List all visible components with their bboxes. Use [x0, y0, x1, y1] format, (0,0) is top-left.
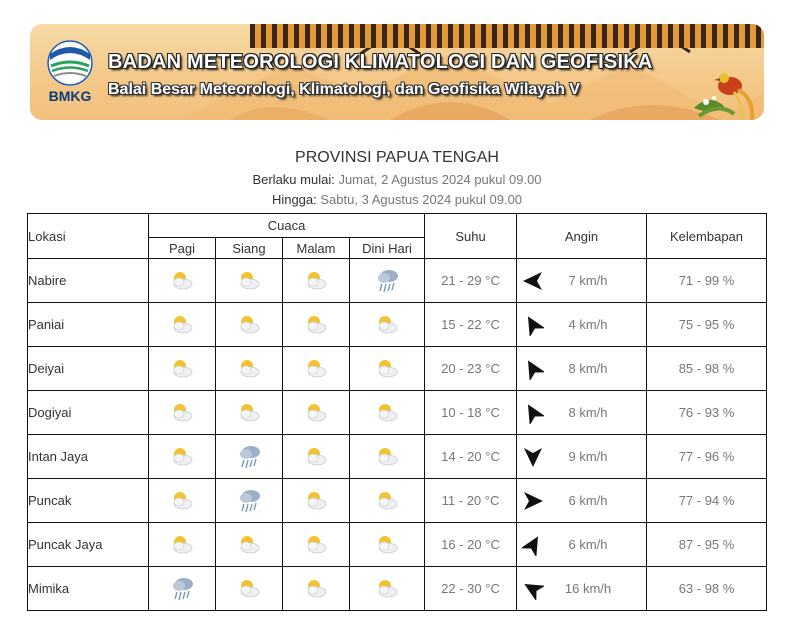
wind-speed: 9 km/h [568, 449, 608, 464]
partly-cloudy-icon [373, 575, 401, 603]
header-period-morning: Pagi [149, 238, 216, 259]
forecast-table-body [28, 259, 767, 611]
header-temperature: Suhu [425, 214, 517, 259]
wind-direction-icon [522, 534, 544, 556]
org-title: BADAN METEOROLOGI KLIMATOLOGI DAN GEOFISIKA [108, 51, 653, 73]
valid-until [0, 192, 794, 207]
humidity-cell: 77 - 96 % [647, 435, 767, 479]
weather-cell [350, 391, 425, 435]
header-banner [30, 24, 764, 120]
forecast-table [27, 213, 767, 611]
weather-cell [283, 479, 350, 523]
partly-cloudy-icon [302, 399, 330, 427]
valid-from-label: Berlaku mulai: [252, 172, 335, 187]
rain-icon [235, 443, 263, 471]
weather-cell [149, 523, 216, 567]
weather-cell [149, 347, 216, 391]
wind-speed: 8 km/h [568, 361, 608, 376]
temperature-cell: 22 - 30 °C [425, 567, 517, 611]
partly-cloudy-icon [168, 531, 196, 559]
wind-direction-icon [522, 490, 544, 512]
wind-direction-icon [522, 578, 544, 600]
partly-cloudy-icon [168, 399, 196, 427]
location-cell: Paniai [28, 303, 149, 347]
rain-icon [235, 487, 263, 515]
humidity-cell: 71 - 99 % [647, 259, 767, 303]
header-location: Lokasi [28, 214, 149, 259]
weather-cell [283, 435, 350, 479]
weather-cell [216, 435, 283, 479]
partly-cloudy-icon [302, 487, 330, 515]
wind-speed: 8 km/h [568, 405, 608, 420]
location-cell: Deiyai [28, 347, 149, 391]
table-row [28, 567, 767, 611]
partly-cloudy-icon [373, 531, 401, 559]
rain-icon [168, 575, 196, 603]
wind-cell [517, 347, 647, 391]
partly-cloudy-icon [373, 487, 401, 515]
partly-cloudy-icon [235, 267, 263, 295]
partly-cloudy-icon [235, 575, 263, 603]
header-period-afternoon: Siang [216, 238, 283, 259]
wind-direction-icon [522, 314, 544, 336]
table-row [28, 347, 767, 391]
temperature-cell: 21 - 29 °C [425, 259, 517, 303]
weather-cell [149, 479, 216, 523]
wind-speed: 6 km/h [568, 493, 608, 508]
weather-cell [350, 303, 425, 347]
temperature-cell: 10 - 18 °C [425, 391, 517, 435]
partly-cloudy-icon [168, 355, 196, 383]
partly-cloudy-icon [235, 311, 263, 339]
header-humidity: Kelembapan [647, 214, 767, 259]
partly-cloudy-icon [302, 311, 330, 339]
temperature-cell: 11 - 20 °C [425, 479, 517, 523]
partly-cloudy-icon [168, 267, 196, 295]
table-row [28, 479, 767, 523]
location-cell: Dogiyai [28, 391, 149, 435]
weather-cell [283, 347, 350, 391]
bmkg-logo [42, 40, 98, 112]
weather-cell [283, 391, 350, 435]
humidity-cell: 63 - 98 % [647, 567, 767, 611]
location-cell: Puncak Jaya [28, 523, 149, 567]
weather-cell [350, 347, 425, 391]
weather-cell [350, 259, 425, 303]
wind-speed: 7 km/h [568, 273, 608, 288]
partly-cloudy-icon [373, 311, 401, 339]
weather-cell [216, 391, 283, 435]
weather-cell [216, 479, 283, 523]
humidity-cell: 77 - 94 % [647, 479, 767, 523]
header-wind: Angin [517, 214, 647, 259]
weather-cell [149, 259, 216, 303]
wind-direction-icon [522, 358, 544, 380]
wind-direction-icon [522, 446, 544, 468]
weather-cell [216, 303, 283, 347]
weather-cell [216, 523, 283, 567]
org-subtitle: Balai Besar Meteorologi, Klimatologi, dan Geofisika Wilayah V [108, 81, 580, 98]
table-row [28, 435, 767, 479]
weather-cell [350, 523, 425, 567]
weather-cell [283, 303, 350, 347]
weather-cell [216, 259, 283, 303]
wind-cell [517, 479, 647, 523]
location-cell: Mimika [28, 567, 149, 611]
weather-cell [216, 567, 283, 611]
wind-speed: 6 km/h [568, 537, 608, 552]
partly-cloudy-icon [302, 443, 330, 471]
weather-cell [149, 435, 216, 479]
temperature-cell: 20 - 23 °C [425, 347, 517, 391]
valid-from [0, 172, 794, 187]
humidity-cell: 85 - 98 % [647, 347, 767, 391]
weather-cell [350, 435, 425, 479]
valid-until-label: Hingga: [271, 192, 317, 207]
humidity-cell: 76 - 93 % [647, 391, 767, 435]
temperature-cell: 16 - 20 °C [425, 523, 517, 567]
banner-pattern-strip [250, 24, 764, 48]
wind-direction-icon [522, 270, 544, 292]
wind-speed: 16 km/h [564, 581, 612, 596]
header-period-night: Malam [283, 238, 350, 259]
weather-cell [283, 523, 350, 567]
partly-cloudy-icon [373, 443, 401, 471]
wind-direction-icon [522, 402, 544, 424]
logo-text: BMKG [48, 88, 92, 104]
partly-cloudy-icon [373, 399, 401, 427]
weather-cell [216, 347, 283, 391]
logo-emblem [47, 40, 93, 86]
temperature-cell: 14 - 20 °C [425, 435, 517, 479]
weather-cell [149, 391, 216, 435]
province-title: PROVINSI PAPUA TENGAH [295, 149, 499, 166]
partly-cloudy-icon [168, 443, 196, 471]
wind-cell [517, 567, 647, 611]
wind-cell [517, 435, 647, 479]
location-cell: Puncak [28, 479, 149, 523]
table-row [28, 259, 767, 303]
rain-icon [373, 267, 401, 295]
weather-cell [350, 479, 425, 523]
weather-cell [283, 259, 350, 303]
partly-cloudy-icon [168, 311, 196, 339]
weather-cell [149, 567, 216, 611]
wind-cell [517, 523, 647, 567]
partly-cloudy-icon [168, 487, 196, 515]
table-row [28, 303, 767, 347]
humidity-cell: 87 - 95 % [647, 523, 767, 567]
valid-from-value: Jumat, 2 Agustus 2024 pukul 09.00 [338, 172, 542, 187]
weather-cell [350, 567, 425, 611]
partly-cloudy-icon [302, 267, 330, 295]
partly-cloudy-icon [235, 399, 263, 427]
temperature-cell: 15 - 22 °C [425, 303, 517, 347]
table-row [28, 391, 767, 435]
wind-cell [517, 303, 647, 347]
valid-until-value: Sabtu, 3 Agustus 2024 pukul 09.00 [320, 192, 523, 207]
wind-speed: 4 km/h [568, 317, 608, 332]
table-row [28, 523, 767, 567]
location-cell: Intan Jaya [28, 435, 149, 479]
partly-cloudy-icon [373, 355, 401, 383]
weather-cell [283, 567, 350, 611]
partly-cloudy-icon [302, 531, 330, 559]
partly-cloudy-icon [235, 531, 263, 559]
weather-cell [149, 303, 216, 347]
bird-of-paradise-illustration [694, 58, 764, 120]
location-cell: Nabire [28, 259, 149, 303]
header-period-early-morning: Dini Hari [350, 238, 425, 259]
header-weather: Cuaca [149, 214, 425, 238]
partly-cloudy-icon [302, 355, 330, 383]
wind-cell [517, 259, 647, 303]
partly-cloudy-icon [302, 575, 330, 603]
wind-cell [517, 391, 647, 435]
partly-cloudy-icon [235, 355, 263, 383]
humidity-cell: 75 - 95 % [647, 303, 767, 347]
